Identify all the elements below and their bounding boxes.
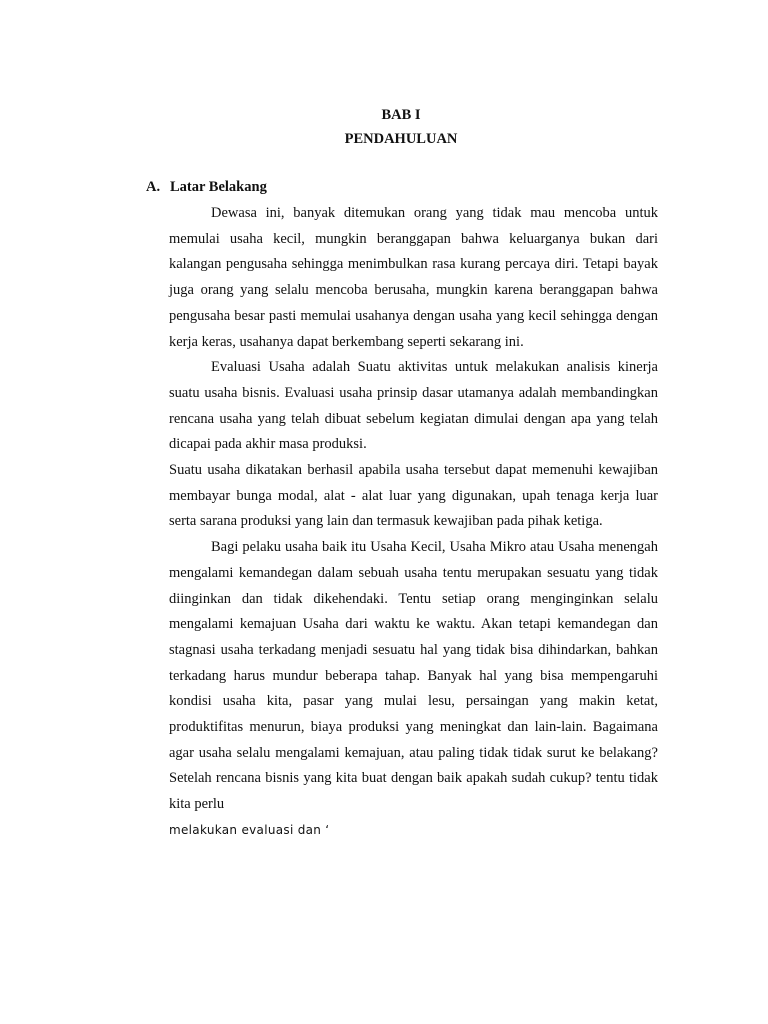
paragraph: Evaluasi Usaha adalah Suatu aktivitas untuk melakukan analisis kinerja suatu usaha bisnis. Evaluasi usaha prinsip dasar utamanya adalah membandingkan rencana usaha yang telah dibuat sebelum kegiatan dimulai dengan apa yang telah dicapai pada akhir masa produksi. xyxy=(169,359,658,453)
section-marker: A. xyxy=(146,179,161,195)
body-text xyxy=(169,201,658,844)
paragraph: Bagi pelaku usaha baik itu Usaha Kecil, Usaha Mikro atau Usaha menengah mengalami kemandegan dalam sebuah usaha tentu merupakan sesuatu yang tidak diinginkan dan tidak dikehendaki. Tentu setiap orang menginginkan selalu mengalami kemajuan Usaha dari waktu ke waktu. Akan tetapi kemandegan dan stagnasi usaha terkadang menjadi sesuatu hal yang tidak bisa dihindarkan, bahkan terkadang harus mundur beberapa tahap. Banyak hal yang bisa mempengaruhi kondisi usaha kita, pasar yang mulai lesu, persaingan yang makin ketat, produktifitas menurun, biaya produksi yang meningkat dan lain-lain. Bagaimana agar usaha selalu mengalami kemajuan, atau paling tidak tidak surut ke belakang? Setelah rencana bisnis yang kita buat dengan baik apakah sudah cukup? tentu tidak kita perlu xyxy=(169,539,658,813)
section-heading xyxy=(146,178,267,196)
section-title: Latar Belakang xyxy=(170,179,267,195)
paragraph: Suatu usaha dikatakan berhasil apabila usaha tersebut dapat memenuhi kewajiban membayar bunga modal, alat - alat luar yang digunakan, upah tenaga kerja luar serta sarana produksi yang lain dan termasuk kewajiban pada pihak ketiga. xyxy=(169,462,658,530)
final-line: melakukan evaluasi dan ‘ xyxy=(169,822,330,837)
chapter-title: PENDAHULUAN xyxy=(344,131,458,147)
chapter-number: BAB I xyxy=(381,107,421,123)
paragraph: Dewasa ini, banyak ditemukan orang yang tidak mau mencoba untuk memulai usaha kecil, mungkin beranggapan bahwa keluarganya bukan dari kalangan pengusaha sehingga menimbulkan rasa kurang percaya diri. Tetapi bayak juga orang yang selalu mencoba berusaha, mungkin karena beranggapan bahwa pengusaha besar pasti memulai usahanya dengan usaha yang kecil sehingga dengan kerja keras, usahanya dapat berkembang seperti sekarang ini. xyxy=(169,205,658,350)
